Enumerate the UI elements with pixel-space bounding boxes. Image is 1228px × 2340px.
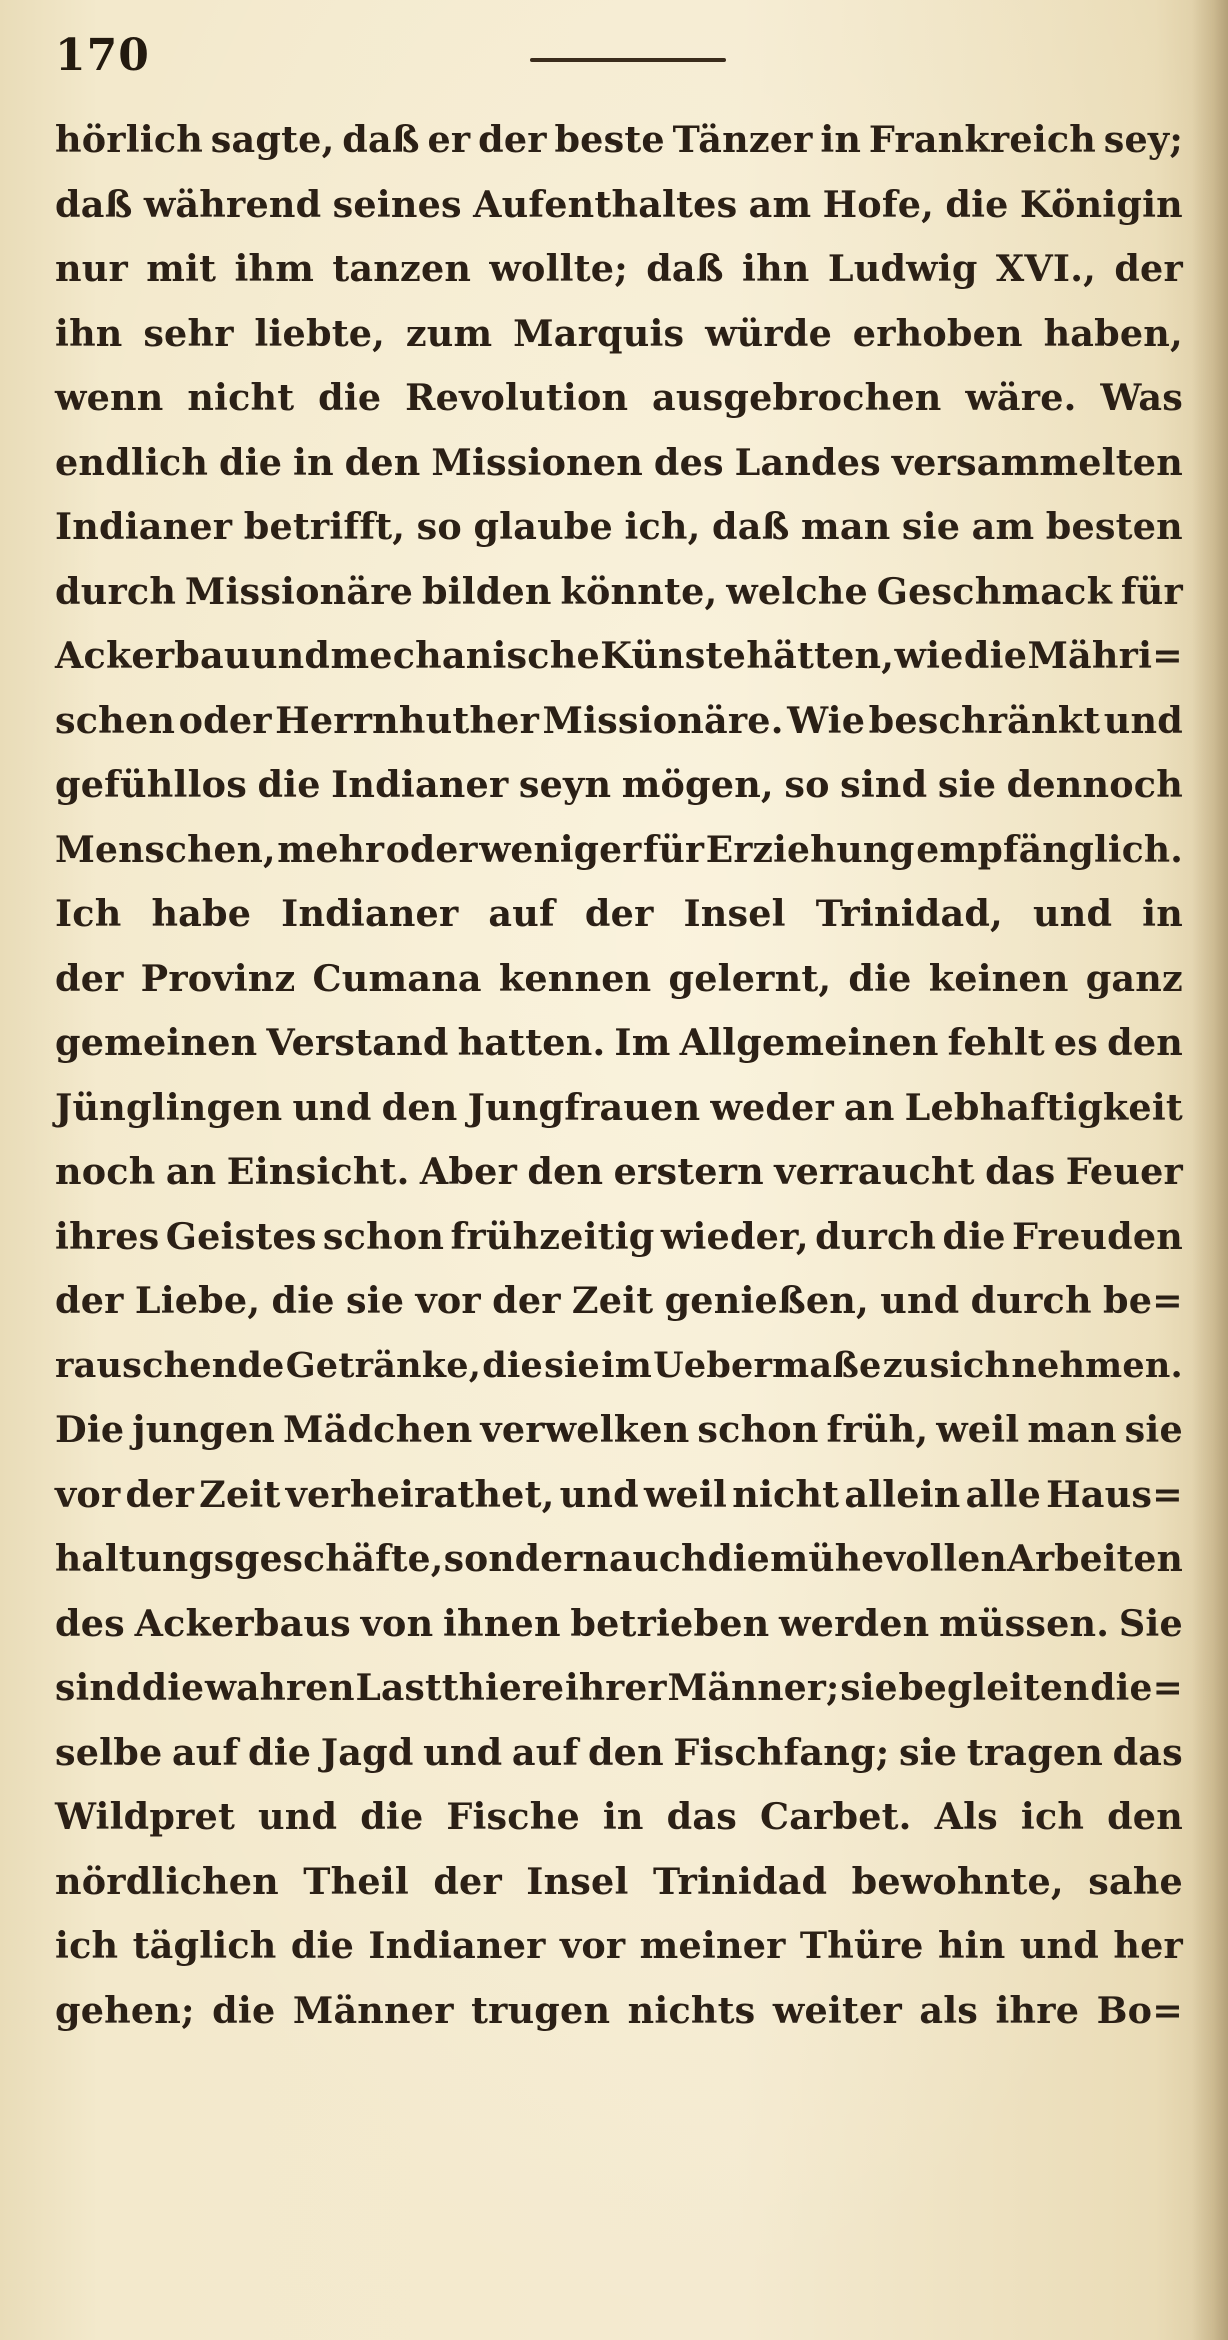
- text-word: sie: [898, 1730, 958, 1774]
- text-word: Frankreich: [868, 118, 1096, 161]
- text-word: gelernt,: [668, 956, 832, 1000]
- text-word: für: [1120, 569, 1183, 613]
- text-word: Insel: [526, 1859, 629, 1903]
- text-word: Bo=: [1096, 1988, 1183, 2032]
- text-word: die: [482, 1344, 543, 1386]
- text-word: so: [784, 763, 830, 806]
- text-word: Lastthiere: [355, 1667, 565, 1709]
- text-word: nicht: [187, 376, 295, 419]
- text-word: Wildpret: [55, 1795, 236, 1838]
- text-word: Landes: [734, 440, 881, 484]
- text-word: wieder,: [660, 1214, 809, 1258]
- text-word: frühzeitig: [450, 1214, 655, 1258]
- text-word: vor: [415, 1279, 481, 1322]
- text-line: [55, 947, 1183, 1012]
- text-word: früh,: [826, 1408, 929, 1451]
- text-word: es: [1053, 1021, 1099, 1064]
- text-word: Haus=: [1046, 1472, 1183, 1516]
- text-word: daß: [342, 118, 420, 161]
- text-word: Marquis: [513, 311, 685, 355]
- text-word: die: [290, 1924, 355, 1967]
- text-word: Aufenthaltes: [473, 182, 738, 226]
- text-line: [55, 882, 1183, 947]
- text-word: empfänglich.: [916, 828, 1183, 871]
- text-word: weniger: [479, 828, 642, 871]
- text-word: Getränke,: [285, 1344, 482, 1386]
- text-word: daß: [712, 505, 790, 548]
- text-line: [55, 1398, 1183, 1463]
- text-word: ihrer: [565, 1667, 667, 1709]
- text-word: an: [843, 1085, 895, 1129]
- text-word: den: [1107, 1795, 1183, 1838]
- text-word: Jungfrauen: [467, 1085, 701, 1129]
- text-word: wollte;: [489, 247, 628, 290]
- text-line: [55, 237, 1183, 302]
- text-word: zum: [405, 311, 493, 355]
- text-word: mit: [146, 247, 217, 290]
- text-word: versammelten: [891, 440, 1183, 484]
- text-word: haben,: [1043, 311, 1183, 355]
- text-word: die: [248, 1730, 312, 1774]
- text-word: Feuer: [1065, 1150, 1183, 1193]
- text-word: auf: [511, 1730, 579, 1774]
- text-word: von: [360, 1601, 434, 1645]
- text-word: beschränkt: [868, 698, 1101, 742]
- text-word: man: [1027, 1408, 1117, 1451]
- text-line: [55, 1463, 1183, 1528]
- text-word: Ich: [55, 892, 122, 935]
- text-word: den: [587, 1730, 664, 1774]
- text-word: betrieben: [570, 1601, 770, 1645]
- text-word: weil: [643, 1472, 728, 1516]
- text-word: Uebermaße: [653, 1344, 882, 1386]
- text-word: den: [527, 1150, 604, 1193]
- text-word: hin: [937, 1924, 1006, 1967]
- page-edge-shadow: [1192, 0, 1228, 2340]
- text-word: der: [478, 118, 547, 161]
- text-word: Lebhaftigkeit: [904, 1085, 1183, 1129]
- text-word: sie: [840, 1667, 898, 1709]
- text-word: schen: [55, 698, 176, 742]
- text-word: Liebe,: [134, 1279, 261, 1322]
- text-word: Trinidad: [652, 1859, 828, 1903]
- text-word: des: [653, 440, 724, 484]
- text-word: das: [985, 1150, 1056, 1193]
- text-word: Missionen: [431, 440, 644, 484]
- text-word: in: [820, 118, 862, 161]
- text-word: nördlichen: [55, 1859, 279, 1903]
- text-word: Allgemeinen: [679, 1021, 939, 1064]
- text-word: Herrnhuther: [275, 698, 540, 742]
- text-word: Insel: [683, 892, 786, 935]
- text-word: Fischfang;: [673, 1730, 890, 1774]
- text-word: Aber: [419, 1150, 517, 1193]
- text-word: Missionäre.: [542, 698, 784, 742]
- text-word: Künste: [600, 634, 747, 677]
- text-word: Wie: [787, 698, 866, 742]
- text-line: [55, 1721, 1183, 1786]
- text-word: die: [707, 1538, 770, 1580]
- text-word: als: [919, 1988, 979, 2032]
- text-word: an: [165, 1150, 217, 1193]
- text-word: wenn: [55, 376, 164, 419]
- text-word: Im: [614, 1021, 671, 1064]
- text-word: das: [666, 1795, 737, 1838]
- text-line: [55, 1527, 1183, 1592]
- text-word: die: [942, 1214, 1006, 1258]
- text-word: die: [360, 1795, 424, 1838]
- text-word: verwelken: [480, 1408, 690, 1451]
- text-word: nehmen.: [1011, 1344, 1183, 1386]
- text-word: Hofe,: [822, 182, 935, 226]
- text-word: der: [125, 1472, 195, 1516]
- text-word: auch: [608, 1538, 708, 1580]
- text-word: sahe: [1088, 1859, 1183, 1903]
- text-word: der: [55, 1279, 124, 1322]
- text-word: Geistes: [165, 1214, 317, 1258]
- text-word: während: [143, 182, 322, 226]
- text-word: so: [416, 505, 462, 548]
- text-word: endlich: [55, 440, 209, 484]
- text-word: Missionäre: [184, 569, 414, 613]
- text-word: hörlich: [55, 118, 204, 161]
- text-line: [55, 560, 1183, 625]
- text-word: durch: [815, 1214, 937, 1258]
- text-word: tanzen: [332, 247, 472, 290]
- text-word: durch: [970, 1279, 1092, 1322]
- text-line: [55, 173, 1183, 238]
- text-line: [55, 1334, 1183, 1399]
- text-word: oder: [178, 698, 272, 742]
- text-word: Als: [934, 1795, 998, 1838]
- text-word: man: [801, 505, 891, 548]
- text-word: ich: [55, 1924, 119, 1967]
- text-word: die: [848, 956, 912, 1000]
- text-word: am: [748, 182, 812, 226]
- text-word: das: [1112, 1730, 1183, 1774]
- text-word: Mädchen: [282, 1408, 473, 1451]
- text-word: Arbeiten: [1007, 1538, 1183, 1580]
- text-word: ihn: [55, 311, 123, 355]
- text-word: oder: [385, 828, 478, 871]
- text-word: hatten.: [457, 1021, 606, 1064]
- text-word: die=: [1090, 1667, 1183, 1709]
- text-word: begleiten: [898, 1667, 1090, 1709]
- text-word: Verstand: [266, 1021, 449, 1064]
- text-word: ihnen: [442, 1601, 561, 1645]
- text-line: [55, 1656, 1183, 1721]
- text-word: habe: [151, 892, 252, 935]
- text-word: würde: [705, 311, 832, 355]
- text-word: des: [55, 1601, 125, 1645]
- text-line: [55, 108, 1183, 173]
- text-word: welche: [726, 569, 868, 613]
- text-word: Theil: [303, 1859, 409, 1903]
- text-word: die: [212, 1988, 276, 2032]
- text-word: seyn: [518, 763, 612, 806]
- text-word: nichts: [627, 1988, 756, 2032]
- text-word: erstern: [613, 1150, 764, 1193]
- page-header: [55, 30, 1175, 90]
- text-word: Die: [55, 1408, 125, 1451]
- text-word: glaube: [473, 505, 613, 548]
- text-word: Thüre: [799, 1924, 924, 1967]
- text-word: Carbet.: [759, 1795, 912, 1838]
- text-word: schon: [697, 1408, 819, 1451]
- text-word: Freuden: [1012, 1214, 1183, 1258]
- text-word: durch: [55, 569, 177, 613]
- text-line: [55, 1592, 1183, 1657]
- text-word: auf: [488, 892, 555, 935]
- body-text: [55, 108, 1183, 2043]
- text-word: alle: [965, 1472, 1042, 1516]
- text-word: die: [219, 440, 283, 484]
- text-word: zu: [882, 1344, 929, 1386]
- text-word: täglich: [132, 1924, 277, 1967]
- text-word: kennen: [498, 956, 652, 1000]
- text-word: daß: [55, 182, 133, 226]
- text-word: Tänzer: [672, 118, 813, 161]
- text-word: in: [293, 440, 334, 484]
- text-word: Indianer: [331, 763, 509, 806]
- text-word: ich,: [624, 505, 701, 548]
- text-word: Mähri=: [1027, 634, 1183, 677]
- text-word: die: [271, 1279, 335, 1322]
- text-word: Fische: [446, 1795, 580, 1838]
- text-word: Königin: [1019, 182, 1183, 226]
- text-word: bilden: [421, 569, 552, 613]
- text-word: weil: [936, 1408, 1020, 1451]
- text-word: der: [492, 1279, 561, 1322]
- text-word: weder: [710, 1085, 834, 1129]
- text-word: Ackerbau: [55, 634, 251, 677]
- text-word: mögen,: [621, 763, 774, 806]
- text-word: dennoch: [1006, 763, 1183, 806]
- text-word: ihre: [995, 1988, 1080, 2032]
- text-word: gefühllos: [55, 763, 247, 806]
- text-line: [55, 1914, 1183, 1979]
- text-line: [55, 1850, 1183, 1915]
- text-word: erhoben: [852, 311, 1023, 355]
- page-number: 170: [55, 30, 150, 81]
- text-word: wahren: [204, 1667, 355, 1709]
- text-line: [55, 1076, 1183, 1141]
- text-word: die: [141, 1667, 205, 1709]
- text-word: die: [318, 376, 382, 419]
- text-word: und: [250, 634, 331, 677]
- text-word: ganz: [1085, 956, 1183, 1000]
- text-word: der: [55, 956, 124, 1000]
- text-word: Einsicht.: [226, 1150, 410, 1193]
- text-word: tragen: [966, 1730, 1103, 1774]
- text-word: ich: [1020, 1795, 1085, 1838]
- text-word: der: [433, 1859, 502, 1903]
- text-word: her: [1113, 1924, 1183, 1967]
- text-word: ihres: [55, 1214, 160, 1258]
- text-word: Jünglingen: [55, 1085, 283, 1129]
- text-word: und: [258, 1795, 338, 1838]
- text-word: den: [1107, 1021, 1183, 1064]
- text-line: [55, 624, 1183, 689]
- text-word: werden: [779, 1601, 930, 1645]
- text-word: Provinz: [140, 956, 296, 1000]
- text-word: Trinidad,: [815, 892, 1003, 935]
- text-word: Männer: [292, 1988, 454, 2032]
- text-word: mühevollen: [770, 1538, 1007, 1580]
- text-word: beste: [554, 118, 665, 161]
- text-word: könnte,: [560, 569, 718, 613]
- text-word: hätten,: [746, 634, 895, 677]
- text-line: [55, 1785, 1183, 1850]
- text-word: schon: [322, 1214, 445, 1258]
- text-word: für: [642, 828, 705, 871]
- text-word: Sie: [1118, 1601, 1183, 1645]
- text-word: nicht: [732, 1472, 840, 1516]
- text-word: haltungsgeschäfte,: [55, 1538, 444, 1580]
- text-word: im: [601, 1344, 652, 1386]
- text-word: Cumana: [312, 956, 482, 1000]
- text-line: [55, 1011, 1183, 1076]
- text-word: liebte,: [254, 311, 386, 355]
- text-word: gemeinen: [55, 1021, 258, 1064]
- text-word: Indianer: [368, 1924, 546, 1967]
- text-word: XVI.,: [995, 247, 1097, 290]
- text-word: und: [423, 1730, 503, 1774]
- text-word: er: [427, 118, 471, 161]
- text-word: der: [584, 892, 654, 935]
- text-line: [55, 1140, 1183, 1205]
- text-word: allein: [844, 1472, 961, 1516]
- text-word: Indianer: [281, 892, 459, 935]
- text-word: der: [1114, 247, 1183, 290]
- text-word: in: [1142, 892, 1183, 935]
- text-word: Indianer: [55, 505, 233, 548]
- text-line: [55, 753, 1183, 818]
- text-word: rauschende: [55, 1344, 285, 1386]
- text-word: und: [1019, 1924, 1100, 1967]
- text-word: Männer;: [667, 1667, 840, 1709]
- text-word: wie: [894, 634, 964, 677]
- text-line: [55, 495, 1183, 560]
- text-word: Geschmack: [876, 569, 1113, 613]
- text-word: Ackerbaus: [134, 1601, 351, 1645]
- text-word: sie: [1124, 1408, 1183, 1451]
- text-word: seines: [332, 182, 462, 226]
- text-word: ihn: [742, 247, 810, 290]
- text-word: und: [559, 1472, 639, 1516]
- text-word: sind: [55, 1667, 142, 1709]
- text-word: und: [1032, 892, 1113, 935]
- text-word: betrifft,: [243, 505, 406, 548]
- text-word: keinen: [928, 956, 1069, 1000]
- text-word: mechanische: [330, 634, 600, 677]
- text-word: Ludwig: [827, 247, 978, 290]
- text-word: ausgebrochen: [652, 376, 942, 419]
- text-word: verheirathet,: [285, 1472, 555, 1516]
- text-line: [55, 431, 1183, 496]
- text-word: sondern: [443, 1538, 609, 1580]
- text-word: Erziehung: [705, 828, 915, 871]
- text-word: trugen: [471, 1988, 611, 2032]
- text-word: Zeit: [199, 1472, 281, 1516]
- text-word: Menschen,: [55, 828, 276, 871]
- text-word: Was: [1100, 376, 1183, 419]
- text-word: verraucht: [774, 1150, 975, 1193]
- text-word: die: [963, 634, 1028, 677]
- text-word: und: [292, 1085, 372, 1129]
- text-word: selbe: [55, 1730, 163, 1774]
- text-line: [55, 1979, 1183, 2044]
- text-word: besten: [1045, 505, 1183, 548]
- text-word: vor: [55, 1472, 121, 1516]
- text-word: die: [945, 182, 1009, 226]
- text-line: [55, 689, 1183, 754]
- text-line: [55, 1269, 1183, 1334]
- text-word: und: [1103, 698, 1183, 742]
- text-word: und: [880, 1279, 960, 1322]
- header-rule: [530, 58, 726, 62]
- text-word: Zeit: [571, 1279, 654, 1322]
- text-word: den: [381, 1085, 458, 1129]
- text-word: sie: [901, 505, 961, 548]
- text-word: fehlt: [947, 1021, 1045, 1064]
- text-word: sie: [345, 1279, 405, 1322]
- text-word: meiner: [639, 1924, 786, 1967]
- text-line: [55, 302, 1183, 367]
- text-word: vor: [559, 1924, 626, 1967]
- text-word: am: [971, 505, 1035, 548]
- text-word: jungen: [132, 1408, 276, 1451]
- text-word: sey;: [1103, 118, 1183, 161]
- text-word: sie: [937, 763, 997, 806]
- text-word: sagte,: [210, 118, 335, 161]
- text-word: sind: [840, 763, 928, 806]
- text-line: [55, 1205, 1183, 1270]
- text-word: mehr: [277, 828, 385, 871]
- text-word: sich: [929, 1344, 1011, 1386]
- text-word: genießen,: [664, 1279, 869, 1322]
- text-word: gehen;: [55, 1988, 195, 2032]
- text-line: [55, 818, 1183, 883]
- text-word: die: [257, 763, 321, 806]
- text-word: wäre.: [965, 376, 1077, 419]
- text-word: weiter: [772, 1988, 902, 2032]
- text-word: auf: [171, 1730, 239, 1774]
- text-word: bewohnte,: [851, 1859, 1064, 1903]
- text-word: den: [344, 440, 421, 484]
- text-word: müssen.: [939, 1601, 1110, 1645]
- text-word: sie: [544, 1344, 601, 1386]
- text-word: be=: [1102, 1279, 1183, 1322]
- text-word: Jagd: [320, 1730, 414, 1774]
- text-word: nur: [55, 247, 128, 290]
- text-word: sehr: [143, 311, 234, 355]
- text-word: Revolution: [405, 376, 629, 419]
- text-word: daß: [646, 247, 724, 290]
- text-line: [55, 366, 1183, 431]
- text-word: in: [602, 1795, 644, 1838]
- text-word: noch: [55, 1150, 156, 1193]
- text-word: ihm: [234, 247, 315, 290]
